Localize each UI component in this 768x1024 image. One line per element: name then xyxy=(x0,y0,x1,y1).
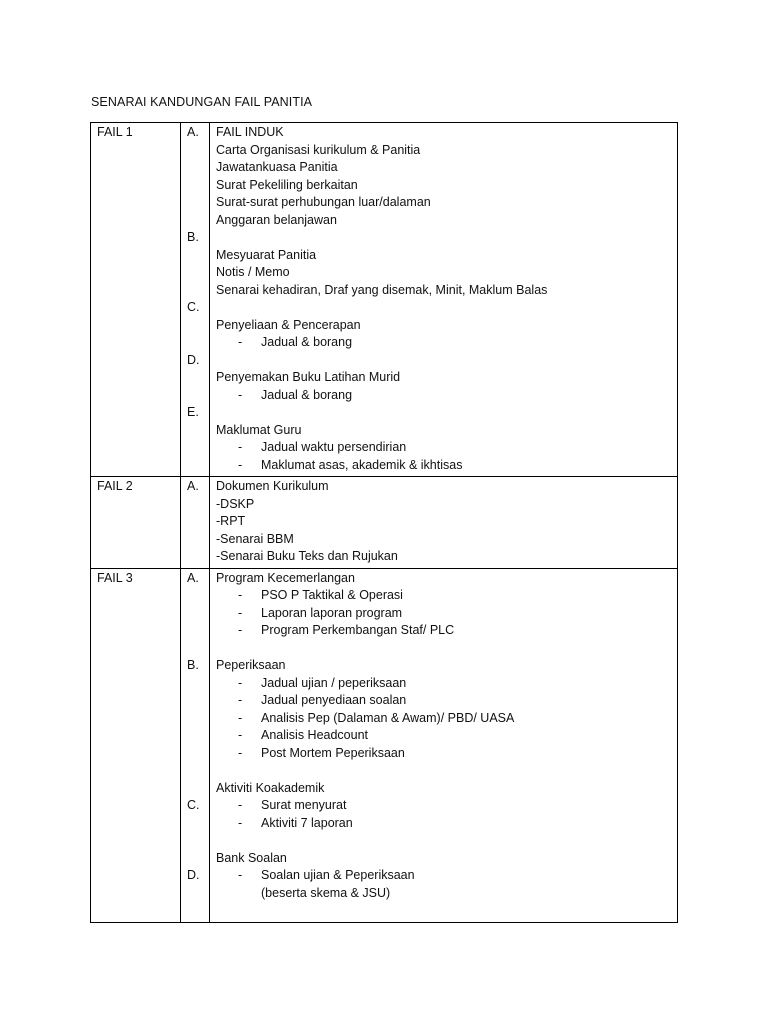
blank-line xyxy=(216,640,672,658)
fail-label-cell xyxy=(91,123,181,477)
bullet-text: Maklumat asas, akademik & ikhtisas xyxy=(261,457,463,472)
bullet-item xyxy=(216,692,672,710)
content-line: FAIL INDUK xyxy=(216,125,284,139)
blank-line xyxy=(187,159,204,177)
bullet-text: Jadual penyediaan soalan xyxy=(261,693,407,707)
blank-line xyxy=(187,264,204,282)
fail-label: FAIL 2 xyxy=(97,479,133,493)
bullet-item xyxy=(216,387,672,405)
bullet-item xyxy=(216,797,672,815)
contents-table-body xyxy=(91,123,678,923)
bullet-text: Analisis Pep (Dalaman & Awam)/ PBD/ UASA xyxy=(261,710,515,725)
bullet-text: Aktiviti 7 laporan xyxy=(261,815,353,830)
table-row xyxy=(91,568,678,922)
blank-line xyxy=(187,587,204,605)
content-line: Penyemakan Buku Latihan Murid xyxy=(216,370,401,384)
content-line: -Senarai Buku Teks dan Rujukan xyxy=(216,549,398,563)
blank-line xyxy=(187,457,204,475)
section-letter-cell xyxy=(181,477,210,569)
blank-line xyxy=(187,762,204,780)
dash-bullet-icon: - xyxy=(238,440,243,454)
blank-line xyxy=(187,885,204,903)
content-line: Jawatankuasa Panitia xyxy=(216,160,338,174)
content-line: Carta Organisasi kurikulum & Panitia xyxy=(216,142,421,157)
fail-label-cell xyxy=(91,568,181,922)
blank-line xyxy=(187,247,204,265)
content-line: Anggaran belanjawan xyxy=(216,212,337,227)
fail-label: FAIL 3 xyxy=(97,570,133,585)
document-title: SENARAI KANDUNGAN FAIL PANITIA xyxy=(91,95,313,109)
content-line: Penyeliaan & Pencerapan xyxy=(216,317,361,332)
fail-label: FAIL 1 xyxy=(97,125,133,139)
bullet-item xyxy=(216,727,672,745)
content-line: Mesyuarat Panitia xyxy=(216,247,317,262)
blank-line xyxy=(216,299,672,317)
dash-bullet-icon: - xyxy=(238,335,243,349)
dash-bullet-icon: - xyxy=(238,693,243,707)
dash-bullet-icon: - xyxy=(238,605,243,620)
dash-bullet-icon: - xyxy=(238,588,243,602)
blank-line xyxy=(187,675,204,693)
blank-line xyxy=(187,369,204,387)
table-row xyxy=(91,477,678,569)
content-line: Surat-surat perhubungan luar/dalaman xyxy=(216,195,431,209)
section-letter: E. xyxy=(187,405,199,419)
content-line: Program Kecemerlangan xyxy=(216,570,355,585)
section-letter: B. xyxy=(187,658,199,672)
bullet-item xyxy=(216,815,672,833)
dash-bullet-icon: - xyxy=(238,710,243,725)
bullet-text: Jadual & borang xyxy=(261,387,353,402)
section-letter: A. xyxy=(187,479,199,493)
bullet-item xyxy=(216,675,672,693)
dash-bullet-icon: - xyxy=(238,798,243,812)
contents-cell xyxy=(210,123,678,477)
bullet-text: Analisis Headcount xyxy=(261,728,369,742)
bullet-text: Program Perkembangan Staf/ PLC xyxy=(261,623,455,637)
blank-line xyxy=(187,640,204,658)
bullet-text: Surat menyurat xyxy=(261,798,347,812)
contents-cell xyxy=(210,477,678,569)
bullet-item xyxy=(216,710,672,728)
blank-line xyxy=(216,229,672,247)
blank-line xyxy=(187,727,204,745)
blank-line xyxy=(187,745,204,763)
content-line: Maklumat Guru xyxy=(216,422,302,437)
section-letter: D. xyxy=(187,868,200,882)
blank-line xyxy=(187,710,204,728)
contents-cell xyxy=(210,568,678,922)
blank-line xyxy=(187,439,204,457)
blank-line xyxy=(187,780,204,798)
dash-bullet-icon: - xyxy=(238,457,243,472)
blank-line xyxy=(187,194,204,212)
bullet-text: Jadual ujian / peperiksaan xyxy=(261,675,407,690)
content-line: Dokumen Kurikulum xyxy=(216,479,329,493)
dash-bullet-icon: - xyxy=(238,387,243,402)
blank-line xyxy=(216,352,672,370)
bullet-text: Jadual & borang xyxy=(261,335,353,349)
bullet-item xyxy=(216,439,672,457)
blank-line xyxy=(187,692,204,710)
content-line: Senarai kehadiran, Draf yang disemak, Minit, Maklum Balas xyxy=(216,282,548,297)
section-letter: B. xyxy=(187,230,199,244)
blank-line xyxy=(216,832,672,850)
fail-label-cell xyxy=(91,477,181,569)
content-line: Aktiviti Koakademik xyxy=(216,780,325,795)
blank-line xyxy=(187,317,204,335)
bullet-item xyxy=(216,867,672,885)
section-letter: A. xyxy=(187,570,199,585)
blank-line xyxy=(187,142,204,160)
bullet-item xyxy=(216,457,672,475)
blank-line xyxy=(187,605,204,623)
dash-bullet-icon: - xyxy=(238,623,243,637)
bullet-item xyxy=(216,605,672,623)
section-letter-cell xyxy=(181,123,210,477)
section-letter: D. xyxy=(187,352,200,367)
content-line: -Senarai BBM xyxy=(216,531,294,546)
content-line: -RPT xyxy=(216,514,246,528)
bullet-item xyxy=(216,622,672,640)
blank-line xyxy=(187,850,204,868)
bullet-text: Post Mortem Peperiksaan xyxy=(261,745,405,760)
content-line: Peperiksaan xyxy=(216,658,286,672)
blank-line xyxy=(187,422,204,440)
section-letter: A. xyxy=(187,125,199,139)
section-letter: C. xyxy=(187,300,200,314)
bullet-continuation: (beserta skema & JSU) xyxy=(261,885,391,900)
bullet-item xyxy=(216,745,672,763)
bullet-text: Soalan ujian & Peperiksaan xyxy=(261,868,415,882)
bullet-item xyxy=(216,587,672,605)
section-letter: C. xyxy=(187,798,200,812)
blank-line xyxy=(187,815,204,833)
dash-bullet-icon: - xyxy=(238,675,243,690)
table-row xyxy=(91,123,678,477)
blank-line xyxy=(216,404,672,422)
blank-line xyxy=(187,282,204,300)
blank-line xyxy=(187,334,204,352)
dash-bullet-icon: - xyxy=(238,745,243,760)
dash-bullet-icon: - xyxy=(238,728,243,742)
dash-bullet-icon: - xyxy=(238,868,243,882)
blank-line xyxy=(216,762,672,780)
dash-bullet-icon: - xyxy=(238,815,243,830)
content-line: Notis / Memo xyxy=(216,265,290,279)
blank-line xyxy=(187,622,204,640)
bullet-item xyxy=(216,334,672,352)
blank-line xyxy=(187,387,204,405)
bullet-text: Jadual waktu persendirian xyxy=(261,440,407,454)
blank-line xyxy=(187,212,204,230)
bullet-text: PSO P Taktikal & Operasi xyxy=(261,588,403,602)
content-line: Bank Soalan xyxy=(216,850,287,865)
contents-table xyxy=(90,122,678,923)
blank-line xyxy=(187,902,204,920)
blank-line xyxy=(187,832,204,850)
content-line: Surat Pekeliling berkaitan xyxy=(216,177,358,192)
section-letter-cell xyxy=(181,568,210,922)
content-line: -DSKP xyxy=(216,496,255,511)
bullet-text: Laporan laporan program xyxy=(261,605,403,620)
blank-line xyxy=(187,177,204,195)
